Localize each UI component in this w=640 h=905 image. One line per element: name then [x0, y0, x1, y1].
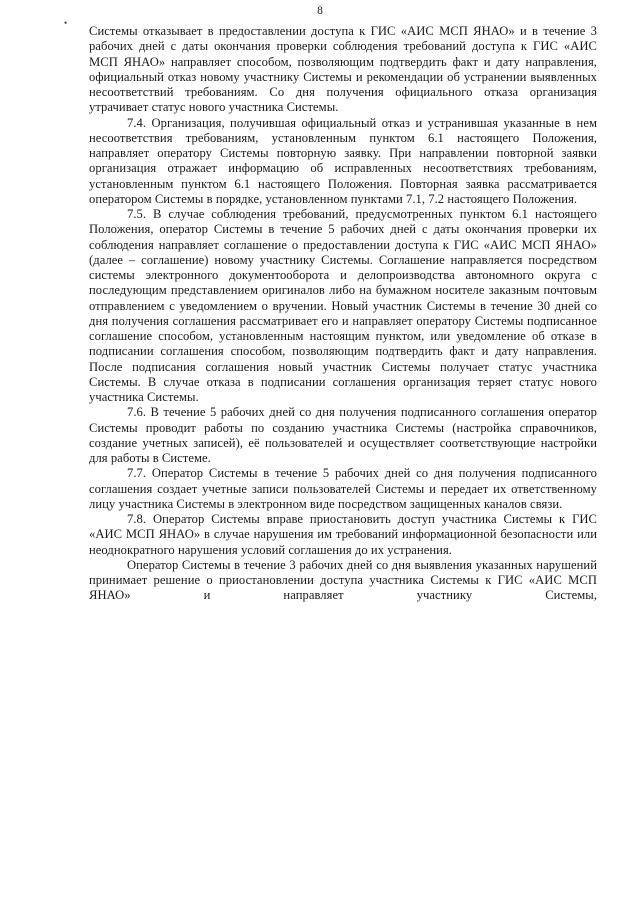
paragraph-7-8: 7.8. Оператор Системы вправе приостановить доступ участника Системы к ГИС «АИС МСП ЯНАО» в случае нарушения им требований информационной безопасности или неоднократного нарушения условий соглашения до их устранения. [89, 512, 597, 557]
paragraph-7-6: 7.6. В течение 5 рабочих дней со дня получения подписанного соглашения оператор Системы проводит работы по созданию участника Системы (настройка справочников, создание учетных записей), её пользователей и осуществляет соответствующие настройки для работы в Системе. [89, 405, 597, 465]
paragraph-operator-decision: Оператор Системы в течение 3 рабочих дней со дня выявления указанных нарушений принимает решение о приостановлении доступа участника Системы к ГИС «АИС МСП ЯНАО» и направляет участнику Системы, [89, 557, 597, 603]
paragraph-7-4: 7.4. Организация, получившая официальный отказ и устранившая указанные в нем несоответствия требованиям, установленным пунктом 6.1 настоящего Положения, направляет оператору Системы повторную заявку. При направлении повторной заявки организация отражает информацию об исправленных несоответствиях требованиям, установленным пунктом 6.1 настоящего Положения. Повторная заявка рассматривается оператором Системы в порядке, установленном пунктами 7.1, 7.2 настоящего Положения. [89, 115, 597, 206]
paragraph-continuation: Системы отказывает в предоставлении доступа к ГИС «АИС МСП ЯНАО» и в течение 3 рабочих дней с даты окончания проверки соблюдения требований доступа к ГИС «АИС МСП ЯНАО» направляет способом, позволяющим подтвердить факт и дату направления, официальный отказ новому участнику Системы и рекомендации об устранении выявленных несоответствий требованиям. Со дня получения официального отказа организация утрачивает статус нового участника Системы. [89, 24, 597, 115]
page-number: 8 [317, 5, 323, 17]
corner-mark: • [64, 18, 68, 28]
paragraph-7-5: 7.5. В случае соблюдения требований, предусмотренных пунктом 6.1 настоящего Положения, оператор Системы в течение 5 рабочих дней с даты окончания проверки их соблюдения направляет соглашение о предоставлении доступа к ГИС «АИС МСП ЯНАО» (далее – соглашение) новому участнику Системы. Соглашение направляется посредством системы электронного документооборота и делопроизводства автономного округа с последующим представлением оригиналов либо на бумажном носителе заказным почтовым отправлением с уведомлением о вручении. Новый участник Системы в течение 30 дней со дня получения соглашения рассматривает его и направляет оператору Системы подписанное соглашение способом, установленным настоящим пунктом, или уведомление об отказе в подписании соглашения способом, позволяющим подтвердить факт и дату направления. После подписания соглашения новый участник Системы получает статус участника Системы. В случае отказа в подписании соглашения организация теряет статус нового участника Системы. [89, 207, 597, 404]
paragraph-7-7: 7.7. Оператор Системы в течение 5 рабочих дней со дня получения подписанного соглашения создает учетные записи пользователей Системы и передает их ответственному лицу участника Системы в электронном виде посредством защищенных каналов связи. [89, 466, 597, 511]
document-body [89, 24, 597, 604]
